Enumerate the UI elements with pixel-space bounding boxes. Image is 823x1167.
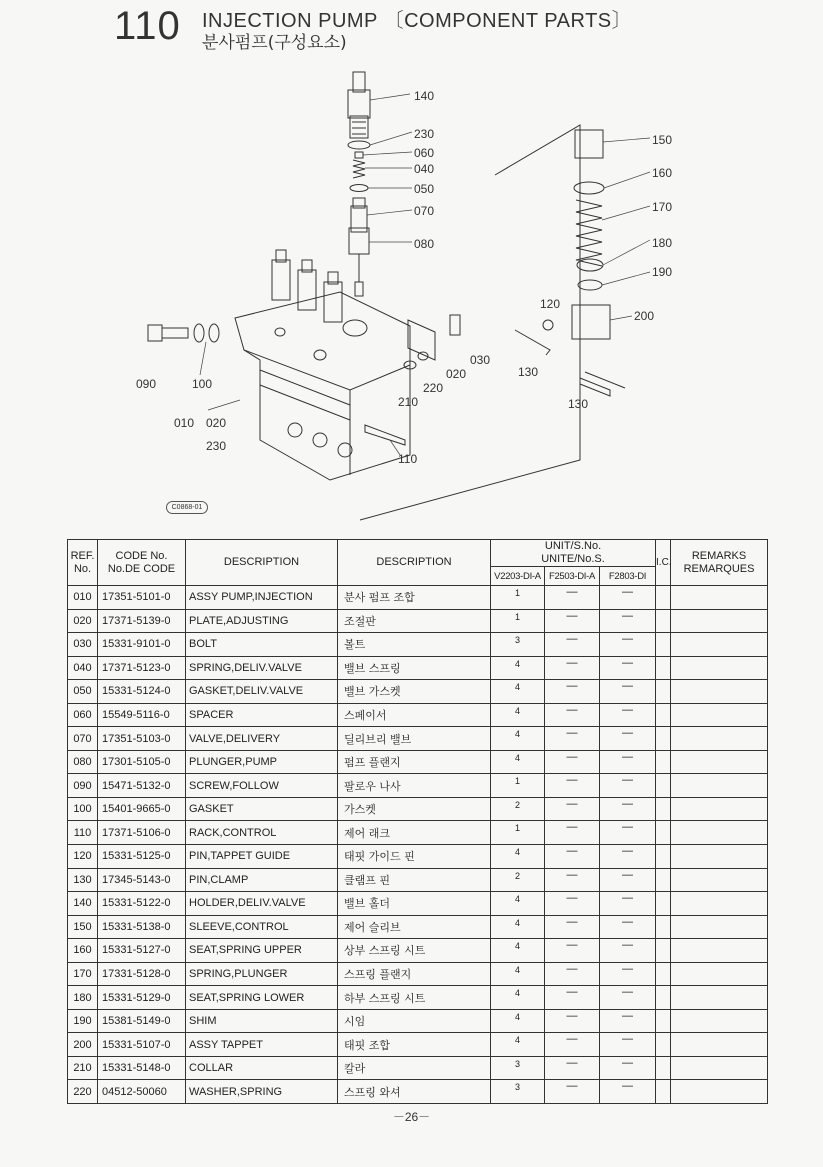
- qty-f2503: —: [545, 1033, 600, 1057]
- control-rack-drawing: [365, 425, 405, 445]
- part-description-ko: 가스켓: [338, 797, 491, 821]
- part-ref: 100: [68, 797, 98, 821]
- part-description: ASSY TAPPET: [186, 1033, 338, 1057]
- part-description-ko: 밸브 홀더: [338, 892, 491, 916]
- remarks-cell: [671, 915, 768, 939]
- part-description-ko: 스프링 플랜지: [338, 962, 491, 986]
- remarks-cell: [671, 1080, 768, 1104]
- part-code: 17351-5101-0: [98, 586, 186, 610]
- qty-f2503: —: [545, 797, 600, 821]
- qty-f2503: —: [545, 1080, 600, 1104]
- remarks-cell: [671, 797, 768, 821]
- part-description-ko: 제어 슬리브: [338, 915, 491, 939]
- part-description-ko: 딜리브리 밸브: [338, 727, 491, 751]
- table-row: [68, 892, 768, 916]
- qty-f2503: —: [545, 986, 600, 1010]
- qty-v2203: 4: [491, 703, 545, 727]
- callout-180: 180: [652, 236, 673, 250]
- part-ref: 020: [68, 609, 98, 633]
- part-description: SPACER: [186, 703, 338, 727]
- qty-f2503: —: [545, 1009, 600, 1033]
- parts-table: [67, 539, 768, 1104]
- qty-v2203: 4: [491, 845, 545, 869]
- part-description: COLLAR: [186, 1056, 338, 1080]
- remarks-cell: [671, 868, 768, 892]
- part-description-ko: 팔로우 나사: [338, 774, 491, 798]
- part-description-ko: 스페이서: [338, 703, 491, 727]
- remarks-cell: [671, 609, 768, 633]
- qty-f2803: —: [600, 797, 656, 821]
- qty-f2803: —: [600, 680, 656, 704]
- header-ic: I.C.: [656, 540, 671, 586]
- part-description-ko: 시임: [338, 1009, 491, 1033]
- qty-f2803: —: [600, 750, 656, 774]
- qty-f2803: —: [600, 962, 656, 986]
- qty-v2203: 3: [491, 1056, 545, 1080]
- ic-cell: [656, 609, 671, 633]
- part-description: PIN,CLAMP: [186, 868, 338, 892]
- header-description-ko: DESCRIPTION: [338, 540, 491, 586]
- table-row: [68, 750, 768, 774]
- qty-v2203: 4: [491, 727, 545, 751]
- header-model-f2503: F2503-DI-A: [545, 567, 600, 586]
- callout-110: 110: [398, 452, 418, 466]
- qty-f2803: —: [600, 703, 656, 727]
- qty-v2203: 4: [491, 915, 545, 939]
- part-ref: 040: [68, 656, 98, 680]
- part-description-ko: 상부 스프링 시트: [338, 939, 491, 963]
- part-description: SLEEVE,CONTROL: [186, 915, 338, 939]
- callout-labels: [136, 89, 672, 466]
- qty-f2503: —: [545, 703, 600, 727]
- part-ref: 090: [68, 774, 98, 798]
- part-code: 17371-5139-0: [98, 609, 186, 633]
- qty-f2503: —: [545, 774, 600, 798]
- qty-f2503: —: [545, 633, 600, 657]
- table-row: [68, 986, 768, 1010]
- part-code: 04512-50060: [98, 1080, 186, 1104]
- ic-cell: [656, 845, 671, 869]
- part-ref: 080: [68, 750, 98, 774]
- part-description: HOLDER,DELIV.VALVE: [186, 892, 338, 916]
- qty-v2203: 4: [491, 750, 545, 774]
- table-row: [68, 1033, 768, 1057]
- part-code: 15331-5122-0: [98, 892, 186, 916]
- remarks-cell: [671, 892, 768, 916]
- qty-f2503: —: [545, 892, 600, 916]
- header-remarks-line1: REMARKS: [691, 549, 747, 562]
- part-ref: 170: [68, 962, 98, 986]
- remarks-cell: [671, 727, 768, 751]
- qty-f2503: —: [545, 586, 600, 610]
- qty-f2503: —: [545, 656, 600, 680]
- qty-v2203: 4: [491, 939, 545, 963]
- remarks-cell: [671, 680, 768, 704]
- part-description-ko: 태핏 가이드 핀: [338, 845, 491, 869]
- remarks-cell: [671, 774, 768, 798]
- part-description: SPRING,PLUNGER: [186, 962, 338, 986]
- spring-040-drawing: [353, 160, 365, 178]
- header-code-line2: No.DE CODE: [107, 562, 176, 575]
- ic-cell: [656, 633, 671, 657]
- ic-cell: [656, 892, 671, 916]
- part-description: PIN,TAPPET GUIDE: [186, 845, 338, 869]
- qty-f2803: —: [600, 586, 656, 610]
- qty-f2503: —: [545, 915, 600, 939]
- part-description-ko: 볼트: [338, 633, 491, 657]
- part-description: ASSY PUMP,INJECTION: [186, 586, 338, 610]
- part-description: SEAT,SPRING UPPER: [186, 939, 338, 963]
- callout-150: 150: [652, 133, 673, 147]
- part-description: SCREW,FOLLOW: [186, 774, 338, 798]
- callout-040: 040: [414, 162, 435, 176]
- part-description-ko: 밸브 가스켓: [338, 680, 491, 704]
- table-row: [68, 656, 768, 680]
- pump-body-drawing: [235, 250, 410, 480]
- ic-cell: [656, 868, 671, 892]
- remarks-cell: [671, 703, 768, 727]
- part-ref: 120: [68, 845, 98, 869]
- part-ref: 110: [68, 821, 98, 845]
- callout-230-group: 230: [206, 439, 227, 453]
- ic-cell: [656, 680, 671, 704]
- qty-f2803: —: [600, 1080, 656, 1104]
- ic-cell: [656, 939, 671, 963]
- part-code: 15401-9665-0: [98, 797, 186, 821]
- part-description: SHIM: [186, 1009, 338, 1033]
- drawing-code-label: C0868-01: [166, 501, 208, 514]
- ic-cell: [656, 1033, 671, 1057]
- ic-cell: [656, 750, 671, 774]
- header-remarks-line2: REMARQUES: [683, 562, 755, 575]
- ic-cell: [656, 821, 671, 845]
- gasket-230-drawing: [348, 141, 370, 149]
- qty-f2803: —: [600, 727, 656, 751]
- page-title: INJECTION PUMP 〔COMPONENT PARTS〕: [202, 10, 633, 32]
- gasket-100-drawing: [194, 324, 204, 342]
- callout-030: 030: [470, 353, 491, 367]
- part-ref: 160: [68, 939, 98, 963]
- callout-080: 080: [414, 237, 435, 251]
- header-unit-line2: UNITE/No.S.: [541, 553, 605, 565]
- callout-120: 120: [540, 297, 561, 311]
- callout-200: 200: [634, 309, 655, 323]
- follow-screw-090-drawing: [148, 325, 188, 341]
- part-code: 15381-5149-0: [98, 1009, 186, 1033]
- ic-cell: [656, 986, 671, 1010]
- adjusting-plate-drawing: [408, 320, 435, 360]
- part-description-ko: 분사 펌프 조합: [338, 586, 491, 610]
- ic-cell: [656, 1009, 671, 1033]
- table-row: [68, 774, 768, 798]
- callout-210: 210: [398, 395, 419, 409]
- part-ref: 140: [68, 892, 98, 916]
- part-code: 15471-5132-0: [98, 774, 186, 798]
- part-code: 15331-5138-0: [98, 915, 186, 939]
- callout-050: 050: [414, 182, 435, 196]
- table-row: [68, 939, 768, 963]
- part-description-ko: 하부 스프링 시트: [338, 986, 491, 1010]
- qty-f2803: —: [600, 986, 656, 1010]
- part-code: 15331-5124-0: [98, 680, 186, 704]
- remarks-cell: [671, 962, 768, 986]
- callout-190: 190: [652, 265, 673, 279]
- callout-170: 170: [652, 200, 673, 214]
- callout-090: 090: [136, 377, 157, 391]
- remarks-cell: [671, 1056, 768, 1080]
- table-row: [68, 962, 768, 986]
- part-code: 15331-9101-0: [98, 633, 186, 657]
- parts-table-body: [68, 586, 768, 1104]
- part-ref: 130: [68, 868, 98, 892]
- qty-v2203: 1: [491, 609, 545, 633]
- qty-f2503: —: [545, 939, 600, 963]
- qty-f2803: —: [600, 609, 656, 633]
- callout-070: 070: [414, 204, 435, 218]
- table-row: [68, 915, 768, 939]
- part-code: 17351-5103-0: [98, 727, 186, 751]
- page-number: －26－: [392, 1110, 431, 1124]
- ic-cell: [656, 586, 671, 610]
- qty-f2803: —: [600, 915, 656, 939]
- part-ref: 210: [68, 1056, 98, 1080]
- qty-f2803: —: [600, 656, 656, 680]
- part-ref: 220: [68, 1080, 98, 1104]
- remarks-cell: [671, 821, 768, 845]
- qty-v2203: 2: [491, 868, 545, 892]
- callout-100: 100: [192, 377, 213, 391]
- qty-v2203: 4: [491, 986, 545, 1010]
- ic-cell: [656, 703, 671, 727]
- table-row: [68, 1080, 768, 1104]
- part-description: WASHER,SPRING: [186, 1080, 338, 1104]
- qty-f2803: —: [600, 868, 656, 892]
- part-code: 17371-5106-0: [98, 821, 186, 845]
- table-row: [68, 586, 768, 610]
- bolt-030-drawing: [450, 315, 460, 335]
- qty-f2803: —: [600, 845, 656, 869]
- qty-f2503: —: [545, 962, 600, 986]
- ic-cell: [656, 727, 671, 751]
- part-ref: 010: [68, 586, 98, 610]
- qty-f2803: —: [600, 1056, 656, 1080]
- qty-v2203: 4: [491, 892, 545, 916]
- part-code: 15331-5125-0: [98, 845, 186, 869]
- part-description-ko: 펌프 플랜지: [338, 750, 491, 774]
- part-description: PLATE,ADJUSTING: [186, 609, 338, 633]
- part-description-ko: 칼라: [338, 1056, 491, 1080]
- remarks-cell: [671, 586, 768, 610]
- part-ref: 150: [68, 915, 98, 939]
- callout-230: 230: [414, 127, 435, 141]
- header-unit-line1: UNIT/S.No.: [544, 540, 602, 552]
- part-description-ko: 조절판: [338, 609, 491, 633]
- header-model-f2803: F2803-DI: [600, 567, 656, 586]
- qty-v2203: 3: [491, 633, 545, 657]
- part-description-ko: 제어 래크: [338, 821, 491, 845]
- part-description-ko: 스프링 와셔: [338, 1080, 491, 1104]
- qty-f2503: —: [545, 680, 600, 704]
- callout-130-b: 130: [568, 397, 589, 411]
- qty-f2503: —: [545, 609, 600, 633]
- part-ref: 050: [68, 680, 98, 704]
- qty-f2503: —: [545, 845, 600, 869]
- table-row: [68, 633, 768, 657]
- qty-v2203: 1: [491, 821, 545, 845]
- qty-v2203: 1: [491, 586, 545, 610]
- table-row: [68, 845, 768, 869]
- part-code: 15331-5107-0: [98, 1033, 186, 1057]
- header-code-line1: CODE No.: [115, 549, 168, 562]
- remarks-cell: [671, 633, 768, 657]
- header-description: DESCRIPTION: [186, 540, 338, 586]
- gasket-050-drawing: [350, 185, 368, 192]
- part-code: 17345-5143-0: [98, 868, 186, 892]
- ic-cell: [656, 915, 671, 939]
- qty-f2503: —: [545, 868, 600, 892]
- remarks-cell: [671, 1009, 768, 1033]
- table-row: [68, 727, 768, 751]
- gasket-100b-drawing: [209, 324, 219, 342]
- qty-v2203: 3: [491, 1080, 545, 1104]
- qty-f2803: —: [600, 821, 656, 845]
- part-description: BOLT: [186, 633, 338, 657]
- ic-cell: [656, 962, 671, 986]
- part-ref: 030: [68, 633, 98, 657]
- remarks-cell: [671, 750, 768, 774]
- table-row: [68, 797, 768, 821]
- qty-f2803: —: [600, 939, 656, 963]
- part-code: 17331-5128-0: [98, 962, 186, 986]
- plunger-080-drawing: [349, 228, 369, 296]
- delivery-valve-070-drawing: [351, 198, 367, 232]
- table-row: [68, 868, 768, 892]
- remarks-cell: [671, 1033, 768, 1057]
- delivery-valve-holder-drawing: [348, 72, 370, 138]
- callout-020-group: 020: [206, 416, 227, 430]
- part-ref: 070: [68, 727, 98, 751]
- table-row: [68, 1009, 768, 1033]
- qty-v2203: 4: [491, 680, 545, 704]
- ic-cell: [656, 797, 671, 821]
- page-title-korean: 분사펌프(구성요소): [202, 33, 347, 53]
- table-row: [68, 1056, 768, 1080]
- part-ref: 190: [68, 1009, 98, 1033]
- spacer-060-drawing: [355, 152, 363, 158]
- callout-060: 060: [414, 146, 435, 160]
- callout-160: 160: [652, 166, 673, 180]
- callout-010: 010: [174, 416, 195, 430]
- part-description: SPRING,DELIV.VALVE: [186, 656, 338, 680]
- table-row: [68, 609, 768, 633]
- callout-130-a: 130: [518, 365, 539, 379]
- part-description: RACK,CONTROL: [186, 821, 338, 845]
- part-description: GASKET: [186, 797, 338, 821]
- part-description: VALVE,DELIVERY: [186, 727, 338, 751]
- part-code: 17371-5123-0: [98, 656, 186, 680]
- part-ref: 060: [68, 703, 98, 727]
- header-model-v2203: V2203-DI-A: [491, 567, 545, 586]
- part-description-ko: 밸브 스프링: [338, 656, 491, 680]
- qty-v2203: 4: [491, 656, 545, 680]
- qty-f2803: —: [600, 633, 656, 657]
- part-code: 15331-5129-0: [98, 986, 186, 1010]
- header-ref: [68, 540, 98, 586]
- qty-v2203: 4: [491, 1033, 545, 1057]
- header-code: [98, 540, 186, 586]
- callout-140: 140: [414, 89, 435, 103]
- qty-f2503: —: [545, 821, 600, 845]
- part-description-ko: 클램프 핀: [338, 868, 491, 892]
- header-ref-line1: REF.: [70, 549, 95, 562]
- table-row: [68, 680, 768, 704]
- qty-v2203: 4: [491, 1009, 545, 1033]
- table-row: [68, 821, 768, 845]
- remarks-cell: [671, 986, 768, 1010]
- part-code: 15331-5148-0: [98, 1056, 186, 1080]
- exploded-parts-diagram: [110, 60, 690, 530]
- remarks-cell: [671, 845, 768, 869]
- part-description-ko: 태핏 조합: [338, 1033, 491, 1057]
- qty-f2803: —: [600, 1033, 656, 1057]
- part-code: 17301-5105-0: [98, 750, 186, 774]
- part-description: SEAT,SPRING LOWER: [186, 986, 338, 1010]
- qty-f2503: —: [545, 1056, 600, 1080]
- part-code: 15549-5116-0: [98, 703, 186, 727]
- remarks-cell: [671, 656, 768, 680]
- qty-f2803: —: [600, 1009, 656, 1033]
- header-remarks: [671, 540, 768, 586]
- ic-cell: [656, 1056, 671, 1080]
- qty-f2803: —: [600, 892, 656, 916]
- part-ref: 200: [68, 1033, 98, 1057]
- section-number: 110: [114, 4, 181, 48]
- qty-v2203: 4: [491, 962, 545, 986]
- part-ref: 180: [68, 986, 98, 1010]
- header-ref-line2: No.: [73, 562, 92, 575]
- part-code: 15331-5127-0: [98, 939, 186, 963]
- qty-f2503: —: [545, 750, 600, 774]
- ic-cell: [656, 656, 671, 680]
- qty-v2203: 2: [491, 797, 545, 821]
- qty-f2803: —: [600, 774, 656, 798]
- qty-f2503: —: [545, 727, 600, 751]
- callout-020: 020: [446, 367, 467, 381]
- ic-cell: [656, 774, 671, 798]
- remarks-cell: [671, 939, 768, 963]
- header-unit: [491, 540, 656, 567]
- part-description: GASKET,DELIV.VALVE: [186, 680, 338, 704]
- ic-cell: [656, 1080, 671, 1104]
- qty-v2203: 1: [491, 774, 545, 798]
- table-row: [68, 703, 768, 727]
- callout-220: 220: [423, 381, 444, 395]
- part-description: PLUNGER,PUMP: [186, 750, 338, 774]
